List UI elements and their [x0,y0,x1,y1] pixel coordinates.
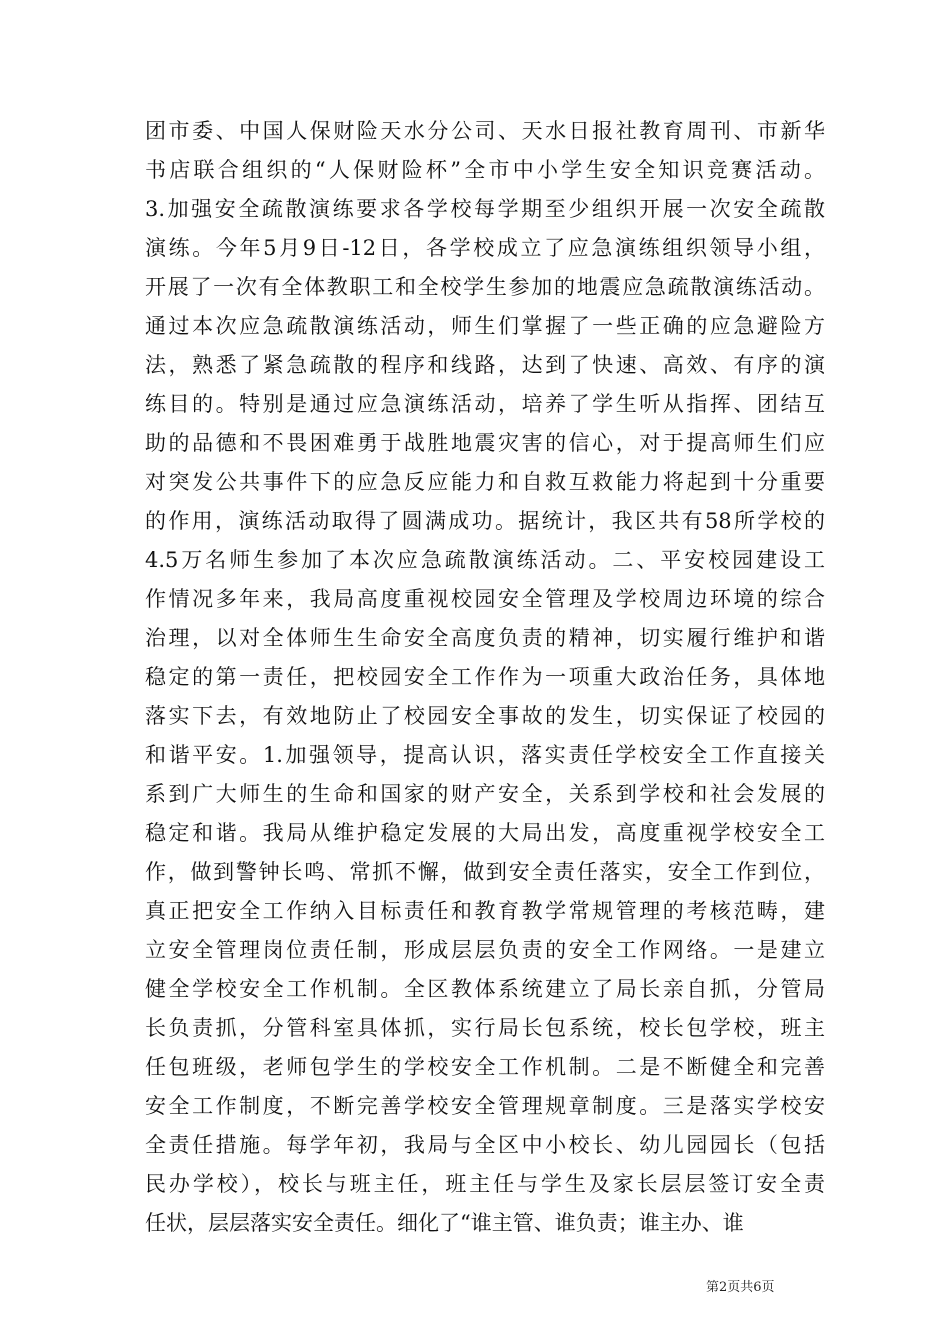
text-line: 任包班级，老师包学生的学校安全工作机制。二是不断健全和完善 [145,1055,825,1079]
text-line: 书店联合组织的“人保财险杯”全市中小学生安全知识竞赛活动。 [145,158,825,182]
text-line: 和谐平安。1.加强领导，提高认识，落实责任学校安全工作直接关 [145,743,825,767]
text-line: 对突发公共事件下的应急反应能力和自救互救能力将起到十分重要 [145,470,825,494]
text-line: 稳定的第一责任，把校园安全工作作为一项重大政治任务，具体地 [145,665,825,689]
text-line: 通过本次应急疏散演练活动，师生们掌握了一些正确的应急避险方 [145,314,825,338]
text-line: 落实下去，有效地防止了校园安全事故的发生，切实保证了校园的 [145,704,825,728]
document-body [145,112,825,1243]
text-line: 民办学校），校长与班主任，班主任与学生及家长层层签订安全责 [145,1172,825,1196]
text-line: 开展了一次有全体教职工和全校学生参加的地震应急疏散演练活动。 [145,275,825,299]
text-line: 真正把安全工作纳入目标责任和教育教学常规管理的考核范畴，建 [145,899,825,923]
text-line: 练目的。特别是通过应急演练活动，培养了学生听从指挥、团结互 [145,392,825,416]
text-line: 作，做到警钟长鸣、常抓不懈，做到安全责任落实，安全工作到位， [145,860,825,884]
text-line: 立安全管理岗位责任制，形成层层负责的安全工作网络。一是建立 [145,938,825,962]
text-line: 助的品德和不畏困难勇于战胜地震灾害的信心，对于提高师生们应 [145,431,825,455]
text-line: 健全学校安全工作机制。全区教体系统建立了局长亲自抓，分管局 [145,977,825,1001]
text-line: 法，熟悉了紧急疏散的程序和线路，达到了快速、高效、有序的演 [145,353,825,377]
text-line: 全责任措施。每学年初，我局与全区中小校长、幼儿园园长（包括 [145,1133,825,1157]
text-line: 任状，层层落实安全责任。细化了“谁主管、谁负责；谁主办、谁 [145,1211,744,1235]
text-line: 长负责抓，分管科室具体抓，实行局长包系统，校长包学校，班主 [145,1016,825,1040]
text-line: 作情况多年来，我局高度重视校园安全管理及学校周边环境的综合 [145,587,825,611]
text-line: 的作用，演练活动取得了圆满成功。据统计，我区共有58所学校的 [145,509,825,533]
text-line: 团市委、中国人保财险天水分公司、天水日报社教育周刊、市新华 [145,119,825,143]
text-line: 安全工作制度，不断完善学校安全管理规章制度。三是落实学校安 [145,1094,825,1118]
text-line: 稳定和谐。我局从维护稳定发展的大局出发，高度重视学校安全工 [145,821,825,845]
text-line: 3.加强安全疏散演练要求各学校每学期至少组织开展一次安全疏散 [145,197,825,221]
text-line: 治理，以对全体师生生命安全高度负责的精神，切实履行维护和谐 [145,626,825,650]
page-number: 第2页共6页 [706,1280,775,1295]
text-line: 系到广大师生的生命和国家的财产安全，关系到学校和社会发展的 [145,782,825,806]
text-line: 演练。今年5月9日-12日，各学校成立了应急演练组织领导小组， [145,236,825,260]
text-line: 4.5万名师生参加了本次应急疏散演练活动。二、平安校园建设工 [145,548,825,572]
